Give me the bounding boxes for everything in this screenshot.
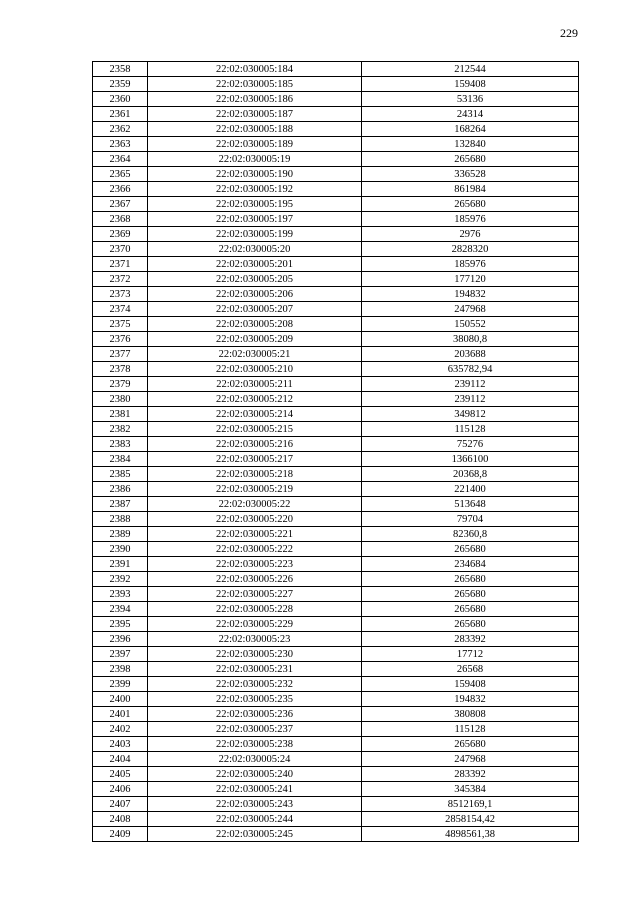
table-row: [93, 257, 579, 272]
cadastral-number-cell: 22:02:030005:235: [148, 692, 362, 707]
value-cell: 234684: [362, 557, 579, 572]
value-cell: 115128: [362, 422, 579, 437]
value-cell: 221400: [362, 482, 579, 497]
value-cell: 75276: [362, 437, 579, 452]
row-number-cell: 2408: [93, 812, 148, 827]
value-cell: 2976: [362, 227, 579, 242]
table-row: [93, 707, 579, 722]
row-number-cell: 2369: [93, 227, 148, 242]
table-row: [93, 542, 579, 557]
value-cell: 247968: [362, 302, 579, 317]
row-number-cell: 2403: [93, 737, 148, 752]
cadastral-number-cell: 22:02:030005:207: [148, 302, 362, 317]
row-number-cell: 2401: [93, 707, 148, 722]
value-cell: 159408: [362, 77, 579, 92]
value-cell: 24314: [362, 107, 579, 122]
value-cell: 265680: [362, 542, 579, 557]
row-number-cell: 2365: [93, 167, 148, 182]
cadastral-number-cell: 22:02:030005:219: [148, 482, 362, 497]
row-number-cell: 2394: [93, 602, 148, 617]
value-cell: 185976: [362, 257, 579, 272]
row-number-cell: 2362: [93, 122, 148, 137]
value-cell: 26568: [362, 662, 579, 677]
row-number-cell: 2395: [93, 617, 148, 632]
table-row: [93, 497, 579, 512]
table-row: [93, 677, 579, 692]
cadastral-number-cell: 22:02:030005:19: [148, 152, 362, 167]
row-number-cell: 2376: [93, 332, 148, 347]
table-row: [93, 587, 579, 602]
table-row: [93, 212, 579, 227]
table-row: [93, 317, 579, 332]
table-row: [93, 737, 579, 752]
cadastral-number-cell: 22:02:030005:206: [148, 287, 362, 302]
row-number-cell: 2398: [93, 662, 148, 677]
value-cell: 82360,8: [362, 527, 579, 542]
table-row: [93, 242, 579, 257]
value-cell: 159408: [362, 677, 579, 692]
row-number-cell: 2375: [93, 317, 148, 332]
table-row: [93, 392, 579, 407]
value-cell: 283392: [362, 767, 579, 782]
row-number-cell: 2374: [93, 302, 148, 317]
cadastral-number-cell: 22:02:030005:244: [148, 812, 362, 827]
table-row: [93, 302, 579, 317]
cadastral-number-cell: 22:02:030005:205: [148, 272, 362, 287]
table-row: [93, 662, 579, 677]
table-row: [93, 107, 579, 122]
row-number-cell: 2397: [93, 647, 148, 662]
row-number-cell: 2358: [93, 62, 148, 77]
table-row: [93, 752, 579, 767]
value-cell: 283392: [362, 632, 579, 647]
value-cell: 132840: [362, 137, 579, 152]
value-cell: 2858154,42: [362, 812, 579, 827]
cadastral-number-cell: 22:02:030005:220: [148, 512, 362, 527]
cadastral-number-cell: 22:02:030005:210: [148, 362, 362, 377]
row-number-cell: 2382: [93, 422, 148, 437]
table-row: [93, 782, 579, 797]
cadastral-number-cell: 22:02:030005:21: [148, 347, 362, 362]
table-row: [93, 92, 579, 107]
row-number-cell: 2383: [93, 437, 148, 452]
table-row: [93, 167, 579, 182]
cadastral-number-cell: 22:02:030005:230: [148, 647, 362, 662]
cadastral-number-cell: 22:02:030005:20: [148, 242, 362, 257]
table-row: [93, 767, 579, 782]
table-row: [93, 527, 579, 542]
table-row: [93, 557, 579, 572]
page-number: 229: [560, 26, 578, 40]
data-table: [92, 61, 579, 842]
row-number-cell: 2361: [93, 107, 148, 122]
cadastral-number-cell: 22:02:030005:238: [148, 737, 362, 752]
table-row: [93, 182, 579, 197]
value-cell: 635782,94: [362, 362, 579, 377]
table-row: [93, 272, 579, 287]
table-row: [93, 332, 579, 347]
cadastral-number-cell: 22:02:030005:223: [148, 557, 362, 572]
table-row: [93, 227, 579, 242]
table-row: [93, 572, 579, 587]
cadastral-number-cell: 22:02:030005:22: [148, 497, 362, 512]
row-number-cell: 2368: [93, 212, 148, 227]
table-row: [93, 197, 579, 212]
value-cell: 17712: [362, 647, 579, 662]
table-row: [93, 152, 579, 167]
row-number-cell: 2402: [93, 722, 148, 737]
value-cell: 513648: [362, 497, 579, 512]
row-number-cell: 2392: [93, 572, 148, 587]
value-cell: 1366100: [362, 452, 579, 467]
cadastral-number-cell: 22:02:030005:228: [148, 602, 362, 617]
row-number-cell: 2372: [93, 272, 148, 287]
value-cell: 265680: [362, 737, 579, 752]
table-row: [93, 347, 579, 362]
value-cell: 79704: [362, 512, 579, 527]
cadastral-number-cell: 22:02:030005:190: [148, 167, 362, 182]
row-number-cell: 2367: [93, 197, 148, 212]
cadastral-number-cell: 22:02:030005:236: [148, 707, 362, 722]
table-row: [93, 812, 579, 827]
table-row: [93, 452, 579, 467]
cadastral-number-cell: 22:02:030005:231: [148, 662, 362, 677]
value-cell: 265680: [362, 197, 579, 212]
value-cell: 115128: [362, 722, 579, 737]
cadastral-number-cell: 22:02:030005:186: [148, 92, 362, 107]
table-row: [93, 62, 579, 77]
table-row: [93, 467, 579, 482]
table-row: [93, 692, 579, 707]
cadastral-number-cell: 22:02:030005:226: [148, 572, 362, 587]
value-cell: 4898561,38: [362, 827, 579, 842]
cadastral-number-cell: 22:02:030005:214: [148, 407, 362, 422]
row-number-cell: 2370: [93, 242, 148, 257]
row-number-cell: 2386: [93, 482, 148, 497]
row-number-cell: 2360: [93, 92, 148, 107]
table-body: [93, 62, 579, 842]
cadastral-number-cell: 22:02:030005:218: [148, 467, 362, 482]
cadastral-number-cell: 22:02:030005:24: [148, 752, 362, 767]
row-number-cell: 2371: [93, 257, 148, 272]
value-cell: 53136: [362, 92, 579, 107]
table-row: [93, 287, 579, 302]
cadastral-number-cell: 22:02:030005:185: [148, 77, 362, 92]
row-number-cell: 2384: [93, 452, 148, 467]
cadastral-number-cell: 22:02:030005:195: [148, 197, 362, 212]
cadastral-number-cell: 22:02:030005:188: [148, 122, 362, 137]
cadastral-number-cell: 22:02:030005:232: [148, 677, 362, 692]
row-number-cell: 2393: [93, 587, 148, 602]
table-row: [93, 617, 579, 632]
row-number-cell: 2390: [93, 542, 148, 557]
table-row: [93, 602, 579, 617]
table-row: [93, 482, 579, 497]
table-row: [93, 377, 579, 392]
value-cell: 265680: [362, 602, 579, 617]
value-cell: 239112: [362, 392, 579, 407]
row-number-cell: 2400: [93, 692, 148, 707]
value-cell: 345384: [362, 782, 579, 797]
row-number-cell: 2363: [93, 137, 148, 152]
row-number-cell: 2399: [93, 677, 148, 692]
cadastral-number-cell: 22:02:030005:240: [148, 767, 362, 782]
cadastral-number-cell: 22:02:030005:197: [148, 212, 362, 227]
row-number-cell: 2391: [93, 557, 148, 572]
cadastral-number-cell: 22:02:030005:209: [148, 332, 362, 347]
cadastral-number-cell: 22:02:030005:237: [148, 722, 362, 737]
value-cell: 265680: [362, 152, 579, 167]
table-row: [93, 632, 579, 647]
value-cell: 2828320: [362, 242, 579, 257]
table-row: [93, 827, 579, 842]
row-number-cell: 2380: [93, 392, 148, 407]
value-cell: 194832: [362, 287, 579, 302]
value-cell: 203688: [362, 347, 579, 362]
table-row: [93, 407, 579, 422]
row-number-cell: 2377: [93, 347, 148, 362]
table-row: [93, 797, 579, 812]
value-cell: 239112: [362, 377, 579, 392]
cadastral-number-cell: 22:02:030005:222: [148, 542, 362, 557]
cadastral-number-cell: 22:02:030005:184: [148, 62, 362, 77]
table-row: [93, 647, 579, 662]
value-cell: 185976: [362, 212, 579, 227]
cadastral-number-cell: 22:02:030005:227: [148, 587, 362, 602]
table-row: [93, 362, 579, 377]
table-row: [93, 512, 579, 527]
value-cell: 150552: [362, 317, 579, 332]
row-number-cell: 2385: [93, 467, 148, 482]
row-number-cell: 2404: [93, 752, 148, 767]
value-cell: 349812: [362, 407, 579, 422]
row-number-cell: 2388: [93, 512, 148, 527]
value-cell: 247968: [362, 752, 579, 767]
row-number-cell: 2405: [93, 767, 148, 782]
table-row: [93, 437, 579, 452]
value-cell: 20368,8: [362, 467, 579, 482]
row-number-cell: 2359: [93, 77, 148, 92]
cadastral-number-cell: 22:02:030005:23: [148, 632, 362, 647]
cadastral-number-cell: 22:02:030005:201: [148, 257, 362, 272]
cadastral-number-cell: 22:02:030005:211: [148, 377, 362, 392]
table-row: [93, 137, 579, 152]
row-number-cell: 2381: [93, 407, 148, 422]
value-cell: 265680: [362, 617, 579, 632]
table-row: [93, 722, 579, 737]
cadastral-number-cell: 22:02:030005:192: [148, 182, 362, 197]
value-cell: 380808: [362, 707, 579, 722]
row-number-cell: 2364: [93, 152, 148, 167]
table-row: [93, 422, 579, 437]
value-cell: 265680: [362, 587, 579, 602]
row-number-cell: 2389: [93, 527, 148, 542]
cadastral-number-cell: 22:02:030005:216: [148, 437, 362, 452]
table-row: [93, 122, 579, 137]
row-number-cell: 2366: [93, 182, 148, 197]
cadastral-number-cell: 22:02:030005:215: [148, 422, 362, 437]
value-cell: 194832: [362, 692, 579, 707]
cadastral-number-cell: 22:02:030005:199: [148, 227, 362, 242]
table-row: [93, 77, 579, 92]
value-cell: 861984: [362, 182, 579, 197]
cadastral-number-cell: 22:02:030005:243: [148, 797, 362, 812]
value-cell: 38080,8: [362, 332, 579, 347]
cadastral-number-cell: 22:02:030005:187: [148, 107, 362, 122]
value-cell: 177120: [362, 272, 579, 287]
row-number-cell: 2406: [93, 782, 148, 797]
cadastral-number-cell: 22:02:030005:212: [148, 392, 362, 407]
cadastral-number-cell: 22:02:030005:229: [148, 617, 362, 632]
row-number-cell: 2378: [93, 362, 148, 377]
row-number-cell: 2407: [93, 797, 148, 812]
cadastral-number-cell: 22:02:030005:221: [148, 527, 362, 542]
row-number-cell: 2396: [93, 632, 148, 647]
cadastral-number-cell: 22:02:030005:189: [148, 137, 362, 152]
cadastral-number-cell: 22:02:030005:245: [148, 827, 362, 842]
row-number-cell: 2387: [93, 497, 148, 512]
value-cell: 265680: [362, 572, 579, 587]
row-number-cell: 2379: [93, 377, 148, 392]
cadastral-number-cell: 22:02:030005:241: [148, 782, 362, 797]
row-number-cell: 2409: [93, 827, 148, 842]
cadastral-number-cell: 22:02:030005:217: [148, 452, 362, 467]
row-number-cell: 2373: [93, 287, 148, 302]
value-cell: 8512169,1: [362, 797, 579, 812]
value-cell: 168264: [362, 122, 579, 137]
value-cell: 212544: [362, 62, 579, 77]
cadastral-number-cell: 22:02:030005:208: [148, 317, 362, 332]
value-cell: 336528: [362, 167, 579, 182]
